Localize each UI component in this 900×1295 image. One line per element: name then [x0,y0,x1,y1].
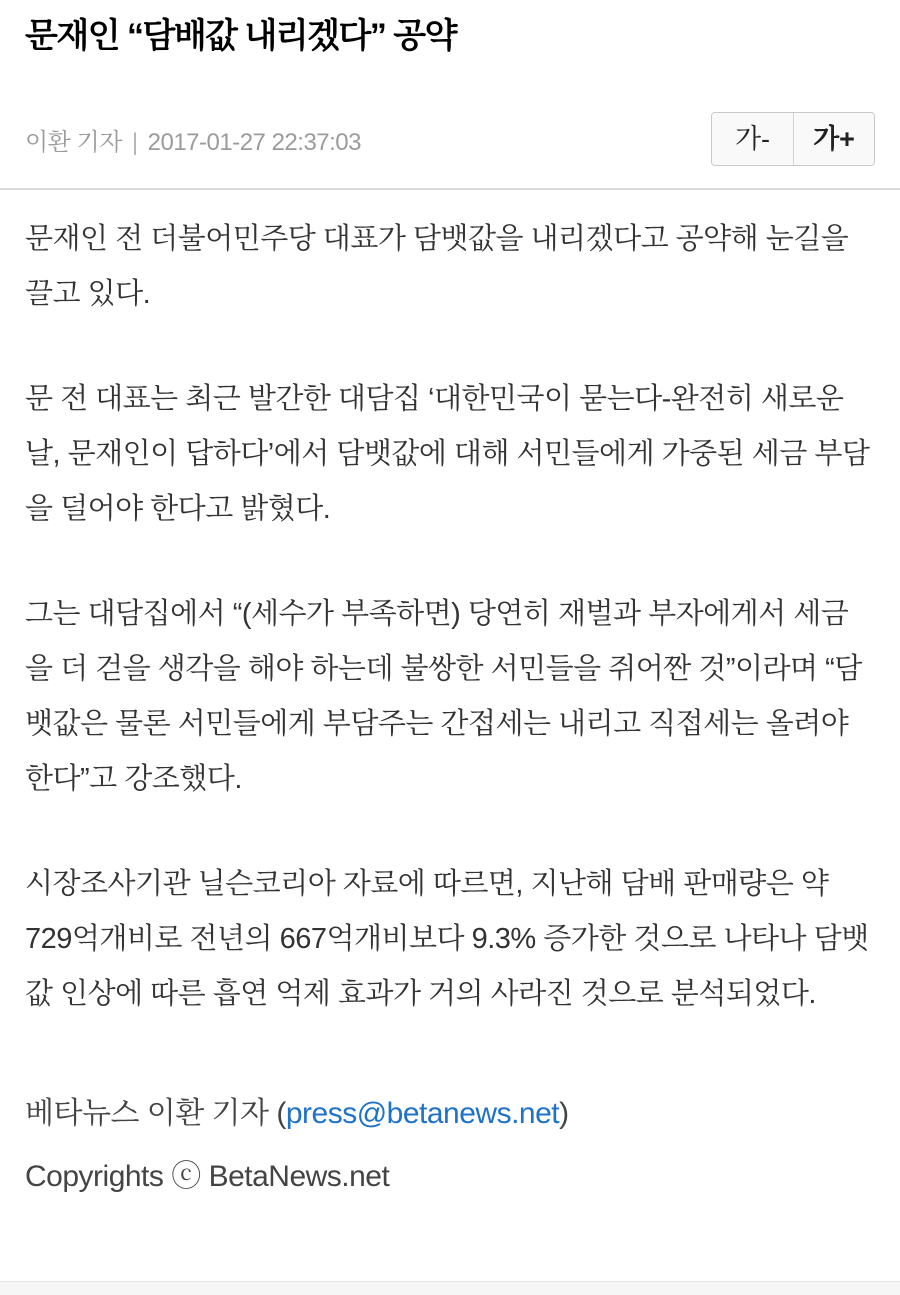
byline-separator: | [131,128,138,156]
article-paragraph: 그는 대담집에서 “(세수가 부족하면) 당연히 재벌과 부자에게서 세금을 더 걷을 생각을 해야 하는데 불쌍한 서민들을 쥐어짠 것”이라며 “담뱃값은 물론 서민들에게 부담주는 간접세는 내리고 직접세는 올려야 한다”고 강조했다. [25,598,862,796]
article-paragraph: 문 전 대표는 최근 발간한 대담집 ‘대한민국이 묻는다-완전히 새로운 날, 문재인이 답하다’에서 담뱃값에 대해 서민들에게 가중된 세금 부담을 덜어야 한다고 밝혔다. [25,383,870,526]
font-increase-button[interactable]: 가+ [793,113,874,165]
page-title: 문재인 “담배값 내리겠다” 공약 [25,17,456,55]
reporter-line-prefix: 베타뉴스 이환 기자 ( [25,1097,286,1131]
copyright-line: Copyrights ⓒ BetaNews.net [25,1160,390,1194]
font-size-controls [711,112,875,166]
article-paragraph: 문재인 전 더불어민주당 대표가 담뱃값을 내리겠다고 공약해 눈길을 끌고 있다. [25,223,849,311]
reporter-email-link[interactable]: press@betanews.net [285,1097,560,1131]
article-paragraph: 시장조사기관 닐슨코리아 자료에 따르면, 지난해 담배 판매량은 약 729억개비로 전년의 667억개비보다 9.3% 증가한 것으로 나타나 담뱃값 인상에 따른 흡연 억제 효과가 거의 사라진 것으로 분석되었다. [25,868,869,1011]
reporter-line [25,1082,875,1145]
header-divider [0,188,900,190]
publish-datetime: 2017-01-27 22:37:03 [147,128,361,156]
bottom-section-separator [0,1281,900,1295]
article-body [0,212,900,1208]
font-decrease-button[interactable]: 가- [712,113,793,165]
article-meta-row [25,112,875,166]
byline [25,122,361,157]
reporter-line-suffix: ) [559,1097,569,1131]
author-name: 이환 기자 [25,128,122,156]
article-footer [25,1082,875,1208]
